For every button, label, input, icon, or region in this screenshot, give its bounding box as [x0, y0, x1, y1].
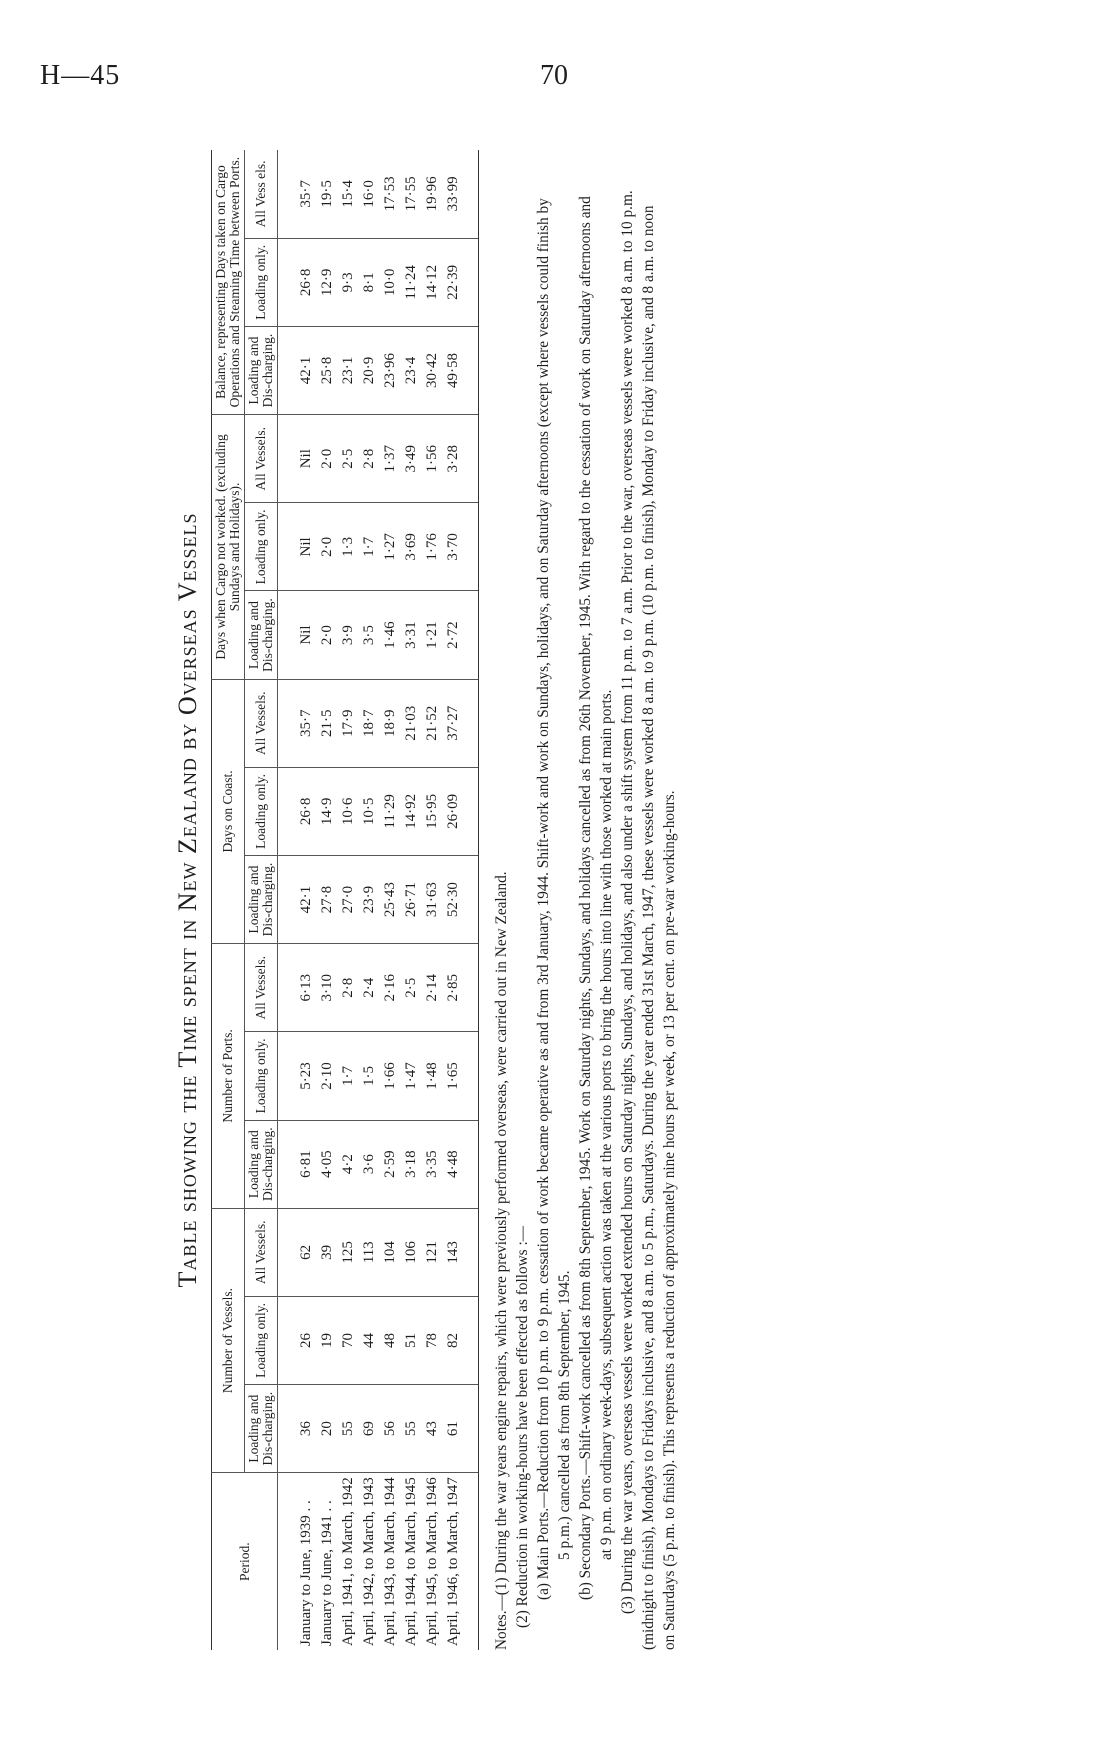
value-cell: 121: [422, 1208, 443, 1296]
value-cell: 14·9: [317, 767, 338, 855]
group-header-ports: Number of Ports.: [212, 944, 245, 1209]
period-cell: April, 1942, to March, 1943: [361, 1477, 377, 1646]
value-cell: 113: [359, 1208, 380, 1296]
table-row: [401, 150, 422, 1650]
value-cell: 27·8: [317, 855, 338, 943]
value-cell: 62: [278, 1208, 318, 1296]
value-cell: 31·63: [422, 855, 443, 943]
group-header-days-not-worked: Days when Cargo not worked. (excluding Sundays and Holidays).: [212, 415, 245, 680]
value-cell: 8·1: [359, 238, 380, 326]
value-cell: 3·31: [401, 591, 422, 679]
value-cell: 56: [380, 1385, 401, 1473]
value-cell: 23·4: [401, 326, 422, 414]
value-cell: 70: [338, 1296, 359, 1384]
table-row: [380, 150, 401, 1650]
value-cell: 35·7: [278, 679, 318, 767]
value-cell: 1·3: [338, 503, 359, 591]
value-cell: 4·05: [317, 1120, 338, 1208]
value-cell: 2·0: [317, 591, 338, 679]
value-cell: 20: [317, 1385, 338, 1473]
period-cell: January to June, 1941 . .: [319, 1500, 335, 1646]
value-cell: 2·16: [380, 944, 401, 1032]
value-cell: 12·9: [317, 238, 338, 326]
table-row: [278, 150, 318, 1650]
period-header: Period.: [236, 1542, 252, 1581]
value-cell: 51: [401, 1296, 422, 1384]
value-cell: 19: [317, 1296, 338, 1384]
value-cell: 15·95: [422, 767, 443, 855]
value-cell: 48: [380, 1296, 401, 1384]
value-cell: 16·0: [359, 150, 380, 238]
sub-header: Loading only.: [245, 503, 278, 591]
value-cell: 3·35: [422, 1120, 443, 1208]
value-cell: 2·5: [338, 415, 359, 503]
note-2a: (a) Main Ports.—Reduction from 10 p.m. to 9 p.m. cessation of work became operative as and from 3rd January, 1944. Shift-work and work on Sundays, holidays, and on Saturday afternoons (except where vessels could finish by 5 p.m.) cancelled as from 8th September, 1945.: [535, 198, 573, 1600]
value-cell: 42·1: [278, 855, 318, 943]
value-cell: 43: [422, 1385, 443, 1473]
group-header-balance: Balance, representing Days taken on Cargo Operations and Steaming Time between Ports.: [212, 150, 245, 415]
value-cell: 10·6: [338, 767, 359, 855]
value-cell: 6·81: [278, 1120, 318, 1208]
sub-header: Loading only.: [245, 1032, 278, 1120]
value-cell: 1·47: [401, 1032, 422, 1120]
period-cell: April, 1945, to March, 1946: [424, 1477, 440, 1646]
value-cell: 69: [359, 1385, 380, 1473]
table-row: [443, 150, 479, 1650]
value-cell: 26·8: [278, 767, 318, 855]
value-cell: 3·18: [401, 1120, 422, 1208]
table-row: [338, 150, 359, 1650]
value-cell: 106: [401, 1208, 422, 1296]
value-cell: 3·9: [338, 591, 359, 679]
value-cell: 22·39: [443, 238, 479, 326]
table-row: [422, 150, 443, 1650]
period-cell: April, 1941, to March, 1942: [340, 1477, 356, 1646]
value-cell: 21·03: [401, 679, 422, 767]
value-cell: 1·27: [380, 503, 401, 591]
vessels-time-table: [211, 150, 479, 1650]
value-cell: 15·4: [338, 150, 359, 238]
sub-header: All Vess els.: [245, 150, 278, 238]
note-1: Notes.—(1) During the war years engine repairs, which were previously performed overseas, were carried out in New Zealand.: [493, 871, 510, 1650]
page-number: 70: [540, 60, 568, 91]
value-cell: 19·5: [317, 150, 338, 238]
note-3: (3) During the war years, overseas vessels were worked extended hours on Saturday nights, Sundays, and holidays, and also under a shift system from 11 p.m. to 7 a.m. Prior to the war, overseas vessels were worked 8 a.m. to 10 p.m. (midnight to finish), Mondays to Fridays inclusive, and 8 a.m. to 5 p.m., Saturdays. During the year ended 31st March, 1947, these vessels were worked 8 a.m. to 9 p.m. (10 p.m. to finish), Monday to Friday inclusive, and 8 a.m. to noon on Saturdays (5 p.m. to finish). This represents a reduction of approximately nine hours per week, or 13 per cent. on pre-war working-hours.: [619, 190, 678, 1650]
value-cell: 1·56: [422, 415, 443, 503]
value-cell: 26: [278, 1296, 318, 1384]
value-cell: 143: [443, 1208, 479, 1296]
value-cell: 19·96: [422, 150, 443, 238]
value-cell: Nil: [278, 415, 318, 503]
value-cell: 25·8: [317, 326, 338, 414]
value-cell: 9·3: [338, 238, 359, 326]
value-cell: 17·53: [380, 150, 401, 238]
value-cell: 2·5: [401, 944, 422, 1032]
group-header-days-coast: Days on Coast.: [212, 679, 245, 944]
value-cell: 35·7: [278, 150, 318, 238]
value-cell: 1·7: [359, 503, 380, 591]
value-cell: 3·70: [443, 503, 479, 591]
table-row: [317, 150, 338, 1650]
value-cell: 11·29: [380, 767, 401, 855]
value-cell: 39: [317, 1208, 338, 1296]
value-cell: 2·10: [317, 1032, 338, 1120]
value-cell: 6·13: [278, 944, 318, 1032]
value-cell: 27·0: [338, 855, 359, 943]
value-cell: 17·9: [338, 679, 359, 767]
sub-header: Loading only.: [245, 1296, 278, 1384]
value-cell: 1·48: [422, 1032, 443, 1120]
value-cell: 3·5: [359, 591, 380, 679]
value-cell: 3·28: [443, 415, 479, 503]
value-cell: 11·24: [401, 238, 422, 326]
sub-header: All Vessels.: [245, 1208, 278, 1296]
value-cell: 4·2: [338, 1120, 359, 1208]
period-cell: April, 1946, to March, 1947: [443, 1473, 479, 1650]
value-cell: 42·1: [278, 326, 318, 414]
value-cell: 2·85: [443, 944, 479, 1032]
group-header-vessels: Number of Vessels.: [212, 1208, 245, 1473]
value-cell: 14·12: [422, 238, 443, 326]
value-cell: 10·5: [359, 767, 380, 855]
value-cell: 33·99: [443, 150, 479, 238]
sub-header-row: [245, 150, 278, 1650]
sub-header: All Vessels.: [245, 679, 278, 767]
table-title: Table showing the Time spent in New Zealand by Overseas Vessels: [173, 512, 202, 1288]
value-cell: 2·72: [443, 591, 479, 679]
value-cell: 55: [401, 1385, 422, 1473]
value-cell: 26·71: [401, 855, 422, 943]
value-cell: 2·8: [338, 944, 359, 1032]
sub-header: Loading and Dis-charging.: [245, 591, 278, 679]
value-cell: 3·49: [401, 415, 422, 503]
value-cell: 1·76: [422, 503, 443, 591]
value-cell: 78: [422, 1296, 443, 1384]
sub-header: Loading and Dis-charging.: [245, 1385, 278, 1473]
notes-section: [491, 150, 680, 1650]
value-cell: 2·59: [380, 1120, 401, 1208]
value-cell: 1·66: [380, 1032, 401, 1120]
period-cell: January to June, 1939 . .: [298, 1500, 314, 1646]
value-cell: 21·52: [422, 679, 443, 767]
value-cell: 1·46: [380, 591, 401, 679]
value-cell: 2·14: [422, 944, 443, 1032]
value-cell: 52·30: [443, 855, 479, 943]
value-cell: 20·9: [359, 326, 380, 414]
value-cell: 37·27: [443, 679, 479, 767]
value-cell: 2·8: [359, 415, 380, 503]
value-cell: 14·92: [401, 767, 422, 855]
value-cell: 2·0: [317, 415, 338, 503]
sub-header: All Vessels.: [245, 944, 278, 1032]
value-cell: 61: [443, 1385, 479, 1473]
rotated-page-content: [165, 150, 925, 1650]
sub-header: Loading only.: [245, 767, 278, 855]
value-cell: 23·96: [380, 326, 401, 414]
value-cell: 55: [338, 1385, 359, 1473]
value-cell: 26·09: [443, 767, 479, 855]
value-cell: 1·21: [422, 591, 443, 679]
sub-header: Loading and Dis-charging.: [245, 855, 278, 943]
value-cell: 36: [278, 1385, 318, 1473]
value-cell: 49·58: [443, 326, 479, 414]
value-cell: 5·23: [278, 1032, 318, 1120]
note-2b: (b) Secondary Ports.—Shift-work cancelled as from 8th September, 1945. Work on Saturday nights, Sundays, and holidays cancelled as from 26th November, 1945. With regard to the cessation of work on Saturday afternoons and at 9 p.m. on ordinary week-days, subsequent action was taken at the various ports to bring the hours into line with those worked at main ports.: [577, 196, 615, 1600]
value-cell: 30·42: [422, 326, 443, 414]
sub-header: Loading and Dis-charging.: [245, 326, 278, 414]
value-cell: 125: [338, 1208, 359, 1296]
report-code: H—45: [40, 60, 121, 91]
value-cell: 82: [443, 1296, 479, 1384]
value-cell: 44: [359, 1296, 380, 1384]
note-2: (2) Reduction in working-hours have been effected as follows :—: [514, 1226, 531, 1628]
value-cell: 1·5: [359, 1032, 380, 1120]
value-cell: 23·9: [359, 855, 380, 943]
table-row: [359, 150, 380, 1650]
period-cell: April, 1944, to March, 1945: [403, 1477, 419, 1646]
value-cell: 1·65: [443, 1032, 479, 1120]
value-cell: 25·43: [380, 855, 401, 943]
value-cell: 104: [380, 1208, 401, 1296]
sub-header: Loading only.: [245, 238, 278, 326]
value-cell: 17·55: [401, 150, 422, 238]
value-cell: 3·10: [317, 944, 338, 1032]
value-cell: Nil: [278, 503, 318, 591]
value-cell: 3·69: [401, 503, 422, 591]
period-cell: April, 1943, to March, 1944: [382, 1477, 398, 1646]
value-cell: 26·8: [278, 238, 318, 326]
value-cell: 1·7: [338, 1032, 359, 1120]
value-cell: 10·0: [380, 238, 401, 326]
value-cell: 18·7: [359, 679, 380, 767]
value-cell: 4·48: [443, 1120, 479, 1208]
value-cell: 2·4: [359, 944, 380, 1032]
value-cell: Nil: [278, 591, 318, 679]
table-body: [278, 150, 479, 1650]
value-cell: 18·9: [380, 679, 401, 767]
sub-header: All Vessels.: [245, 415, 278, 503]
value-cell: 2·0: [317, 503, 338, 591]
value-cell: 21·5: [317, 679, 338, 767]
sub-header: Loading and Dis-charging.: [245, 1120, 278, 1208]
value-cell: 23·1: [338, 326, 359, 414]
value-cell: 3·6: [359, 1120, 380, 1208]
value-cell: 1·37: [380, 415, 401, 503]
